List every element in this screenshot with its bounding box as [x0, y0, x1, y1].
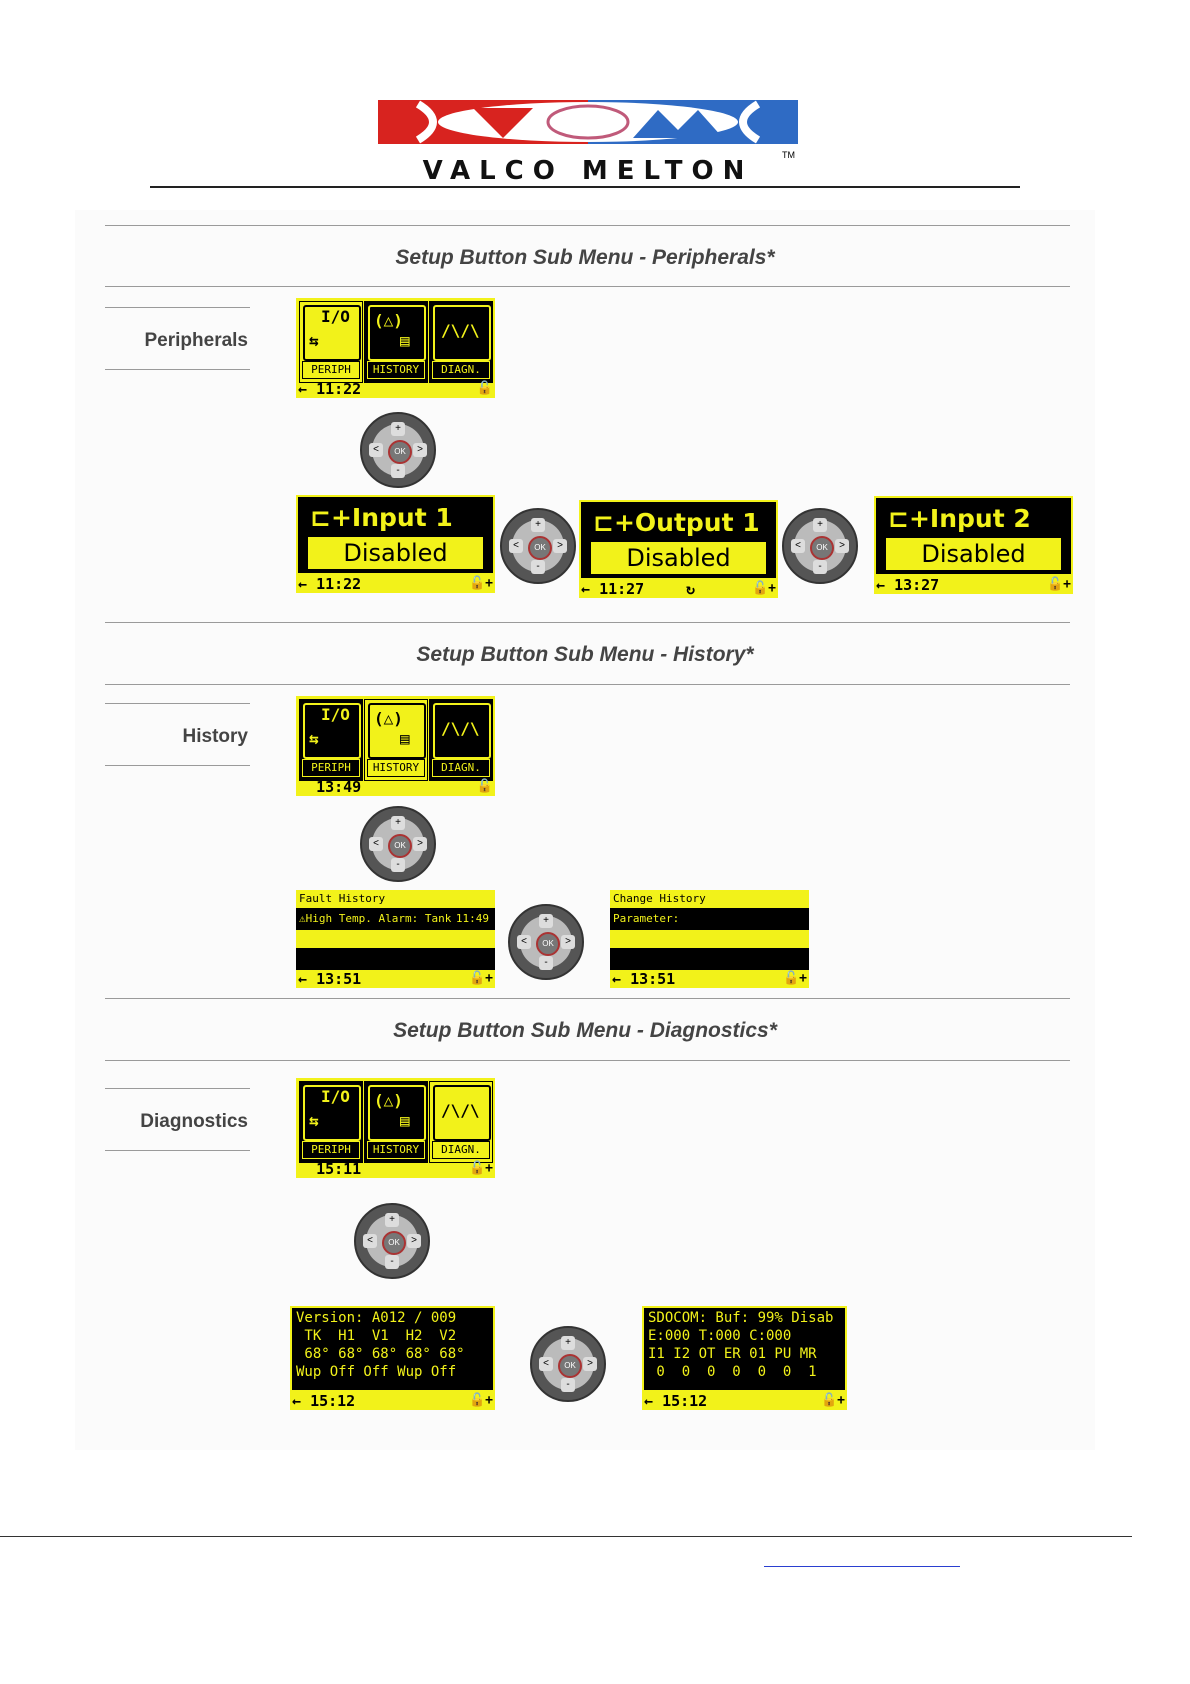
output1-value: Disabled: [591, 542, 766, 574]
joystick-icon: + - < > OK: [500, 508, 576, 584]
section-title-diagnostics: Setup Button Sub Menu - Diagnostics*: [393, 1019, 777, 1042]
joystick-icon: + - < > OK: [782, 508, 858, 584]
diagnostics-icon[interactable]: /\/\ DIAGN.: [429, 301, 493, 383]
version-screen: Version: A012 / 009 TK H1 V1 H2 V2 68° 68° 68° 68° 68° Wup Off Off Wup Off ← 15:12 🔓+: [290, 1306, 495, 1410]
section-rule: [105, 684, 1070, 685]
refresh-icon: ↻: [686, 580, 696, 598]
input1-value: Disabled: [308, 537, 483, 569]
lock-icon: 🔓: [476, 381, 493, 396]
footer-divider: [0, 1536, 1132, 1537]
joystick-icon: + - < > OK: [354, 1203, 430, 1279]
section-rule: [105, 998, 1070, 999]
section-rule: [105, 622, 1070, 623]
periph-icon[interactable]: I/O ⇆ PERIPH: [299, 699, 363, 781]
section-title-history: Setup Button Sub Menu - History*: [416, 643, 754, 666]
label-rule: [105, 1088, 250, 1089]
row-label-history: History: [182, 726, 248, 747]
alarm-icon: ⚠: [299, 912, 306, 925]
logo-mark: [378, 100, 798, 150]
clock-text: ← 13:27: [876, 576, 940, 594]
lock-icon: 🔓: [476, 779, 493, 794]
row-label-peripherals: Peripherals: [144, 330, 248, 351]
joystick-icon: + - < > OK: [530, 1326, 606, 1402]
label-rule: [105, 1150, 250, 1151]
input1-screen: ⊏+Input 1 Disabled ← 11:22 🔓+: [296, 495, 495, 593]
label-rule: [105, 703, 250, 704]
joystick-icon: + - < > OK: [360, 806, 436, 882]
lock-icon: 🔓+: [468, 1393, 493, 1408]
menu-screen-history: [296, 696, 495, 796]
fault-history-row[interactable]: ⚠High Temp. Alarm: Tank 11:49: [296, 908, 495, 930]
joystick-icon: + - < > OK: [360, 412, 436, 488]
section-rule: [105, 1060, 1070, 1061]
change-history-empty-row: [610, 948, 809, 970]
content-panel: [75, 210, 1095, 1450]
fault-history-screen: [296, 890, 495, 988]
clock-text: ← 13:51: [298, 970, 362, 988]
change-history-row[interactable]: Parameter:: [610, 908, 809, 930]
history-icon[interactable]: (△) ▤ HISTORY: [364, 699, 428, 781]
company-logo: [378, 100, 798, 186]
lock-icon: 🔓+: [1046, 577, 1071, 592]
label-rule: [105, 765, 250, 766]
lock-icon: 🔓+: [751, 581, 776, 596]
clock-text: 15:11: [316, 1160, 362, 1178]
label-rule: [105, 369, 250, 370]
clock-text: 13:49: [316, 778, 362, 796]
periph-icon[interactable]: I/O ⇆ PERIPH: [299, 1081, 363, 1163]
menu-screen-diagnostics: [296, 1078, 495, 1178]
fault-history-header: Fault History: [299, 892, 386, 905]
history-icon[interactable]: (△) ▤ HISTORY: [364, 1081, 428, 1163]
clock-text: ← 13:51: [612, 970, 676, 988]
change-history-header: Change History: [613, 892, 706, 905]
section-rule: [105, 225, 1070, 226]
row-label-diagnostics: Diagnostics: [140, 1111, 248, 1132]
header-divider: [150, 186, 1020, 188]
diagnostics-icon[interactable]: /\/\ DIAGN.: [429, 1081, 493, 1163]
section-title-peripherals: Setup Button Sub Menu - Peripherals*: [395, 246, 775, 269]
footer-link-underline[interactable]: [764, 1566, 960, 1567]
output1-screen: ⊏+Output 1 Disabled ← 11:27 ↻ 🔓+: [579, 500, 778, 598]
clock-text: ← 11:22: [298, 380, 362, 398]
joystick-icon: + - < > OK: [508, 904, 584, 980]
fault-history-empty-row: [296, 948, 495, 970]
input1-title: Input 1: [351, 503, 453, 532]
lock-icon: 🔓+: [820, 1393, 845, 1408]
trademark-mark: TM: [782, 150, 795, 160]
lock-icon: 🔓+: [468, 576, 493, 591]
lock-icon: 🔓+: [782, 971, 807, 986]
input2-screen: ⊏+Input 2 Disabled ← 13:27 🔓+: [874, 496, 1073, 594]
output1-title: Output 1: [634, 508, 760, 537]
input2-title: Input 2: [929, 504, 1031, 533]
lock-icon: 🔓+: [468, 971, 493, 986]
lock-icon: 🔓+: [468, 1161, 493, 1176]
clock-text: ← 15:12: [292, 1392, 356, 1410]
periph-icon[interactable]: I/O ⇆ PERIPH: [299, 301, 363, 383]
clock-text: ← 11:27: [581, 580, 645, 598]
clock-text: ← 15:12: [644, 1392, 708, 1410]
diagnostics-icon[interactable]: /\/\ DIAGN.: [429, 699, 493, 781]
change-history-screen: [610, 890, 809, 988]
section-rule: [105, 286, 1070, 287]
history-icon[interactable]: (△) ▤ HISTORY: [364, 301, 428, 383]
input2-value: Disabled: [886, 538, 1061, 570]
clock-text: ← 11:22: [298, 575, 362, 593]
sdocom-screen: SDOCOM: Buf: 99% Disab E:000 T:000 C:000 I1 I2 OT ER 01 PU MR 0 0 0 0 0 0 1 ← 15:12 🔓+: [642, 1306, 847, 1410]
menu-screen-peripherals: [296, 298, 495, 398]
brand-wordmark: VALCO MELTON: [422, 156, 754, 186]
label-rule: [105, 307, 250, 308]
